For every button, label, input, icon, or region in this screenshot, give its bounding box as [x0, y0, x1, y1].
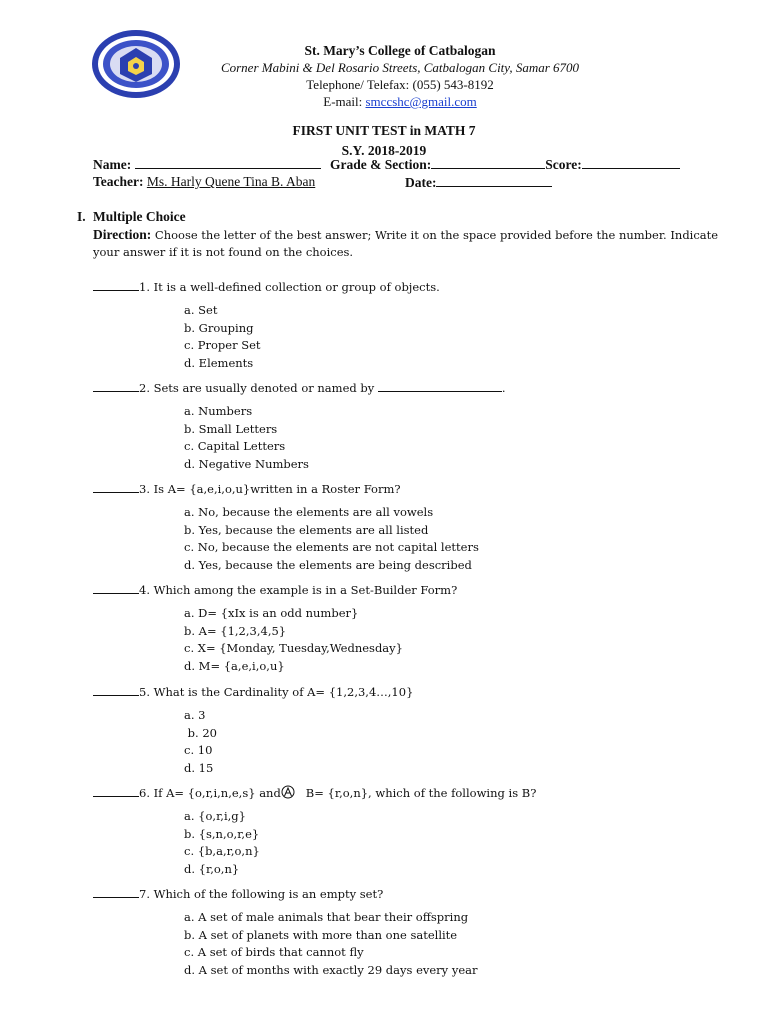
question-2	[93, 380, 506, 395]
score-field[interactable]	[582, 156, 680, 169]
choice: b. 20	[184, 725, 217, 740]
inline-answer-blank	[378, 380, 502, 392]
choices-2	[184, 403, 309, 473]
question-text-continued: B= {r,o,n}, which of the following is B?	[294, 786, 537, 800]
choice: a. 3	[184, 708, 206, 722]
choice: b. Small Letters	[184, 421, 278, 436]
choice: d. 15	[184, 760, 214, 775]
direction-label: Direction:	[93, 227, 152, 242]
answer-blank-4[interactable]	[93, 582, 139, 594]
question-4	[93, 582, 457, 597]
direction-text: Choose the letter of the best answer; Write it on the space provided before the number. Indicate your answer if it is not found on the choices.	[93, 228, 719, 259]
question-6	[93, 785, 536, 800]
choice: c. Capital Letters	[184, 439, 286, 454]
date-label: Date:	[405, 175, 437, 190]
choice: d. {r,o,n}	[184, 861, 240, 876]
choice: c. X= {Monday, Tuesday,Wednesday}	[184, 641, 403, 656]
choice: a. Set	[184, 303, 218, 317]
question-1	[93, 279, 440, 294]
choice: b. A= {1,2,3,4,5}	[184, 623, 287, 638]
choice: b. Yes, because the elements are all listed	[184, 522, 429, 537]
question-text: 3. Is A= {a,e,i,o,u}written in a Roster Form?	[139, 482, 401, 496]
name-field[interactable]	[135, 156, 321, 169]
section-number: I.	[77, 209, 86, 224]
choices-1	[184, 302, 261, 372]
choice: b. Grouping	[184, 320, 254, 335]
answer-blank-1[interactable]	[93, 279, 139, 291]
choice: c. Proper Set	[184, 338, 261, 353]
choices-6	[184, 808, 260, 878]
section-title: Multiple Choice	[93, 209, 186, 224]
choice: b. {s,n,o,r,e}	[184, 826, 260, 841]
answer-blank-6[interactable]	[93, 785, 139, 797]
exam-title-block	[0, 121, 768, 161]
answer-blank-5[interactable]	[93, 684, 139, 696]
choice: c. {b,a,r,o,n}	[184, 844, 260, 859]
grade-section-field[interactable]	[431, 156, 545, 169]
choice: d. A set of months with exactly 29 days every year	[184, 962, 478, 977]
choices-7	[184, 909, 478, 979]
answer-blank-3[interactable]	[93, 481, 139, 493]
question-text: 6. If A= {o,r,i,n,e,s} and	[139, 786, 281, 800]
teacher-label: Teacher:	[93, 174, 144, 189]
grade-section-label: Grade & Section:	[329, 157, 432, 172]
question-tail: .	[501, 381, 506, 395]
choice: a. Numbers	[184, 404, 253, 418]
choice: a. No, because the elements are all vowels	[184, 505, 434, 519]
school-header	[180, 42, 620, 110]
section-direction	[93, 226, 723, 261]
choice: a. D= {xIx is an odd number}	[184, 606, 359, 620]
school-address: Corner Mabini & Del Rosario Streets, Catbalogan City, Samar 6700	[220, 60, 580, 75]
answer-blank-2[interactable]	[93, 380, 139, 392]
email-link[interactable]: smccshc@gmail.com	[365, 94, 477, 109]
choice: d. Yes, because the elements are being described	[184, 557, 472, 572]
school-name: St. Mary’s College of Catbalogan	[304, 43, 496, 58]
choice: c. No, because the elements are not capital letters	[184, 540, 479, 555]
date-field[interactable]	[436, 174, 552, 187]
school-email-line	[180, 93, 620, 110]
question-5	[93, 684, 413, 699]
exam-title: FIRST UNIT TEST in MATH 7	[292, 123, 476, 138]
teacher-name: Ms. Harly Quene Tina B. Aban	[146, 174, 316, 189]
choice: b. A set of planets with more than one satellite	[184, 927, 458, 942]
question-text: 2. Sets are usually denoted or named by	[139, 381, 375, 395]
choice: d. M= {a,e,i,o,u}	[184, 658, 285, 673]
name-label: Name:	[93, 157, 132, 172]
choice: c. 10	[184, 743, 213, 758]
choices-5	[184, 707, 217, 777]
score-label: Score:	[545, 157, 582, 172]
choice: c. A set of birds that cannot fly	[184, 945, 364, 960]
choice: a. {o,r,i,g}	[184, 809, 246, 823]
school-year: S.Y. 2018-2019	[341, 143, 427, 158]
student-info-row	[93, 156, 680, 173]
school-seal-logo	[90, 28, 182, 100]
choices-3	[184, 504, 479, 574]
question-text: 7. Which of the following is an empty set?	[139, 887, 384, 901]
answer-blank-7[interactable]	[93, 886, 139, 898]
choice: d. Negative Numbers	[184, 456, 309, 471]
set-symbol-icon	[281, 785, 295, 799]
question-3	[93, 481, 401, 496]
choice: d. Elements	[184, 355, 254, 370]
choices-4	[184, 605, 403, 675]
teacher-info-row	[93, 174, 437, 190]
question-text: 1. It is a well-defined collection or group of objects.	[139, 280, 440, 294]
question-text: 4. Which among the example is in a Set-Builder Form?	[139, 583, 458, 597]
email-label: E-mail:	[323, 94, 366, 109]
question-text: 5. What is the Cardinality of A= {1,2,3,4…,10}	[139, 685, 414, 699]
question-7	[93, 886, 383, 901]
school-phone: Telephone/ Telefax: (055) 543-8192	[306, 77, 494, 92]
date-label-group	[405, 174, 552, 191]
choice: a. A set of male animals that bear their offspring	[184, 910, 469, 924]
